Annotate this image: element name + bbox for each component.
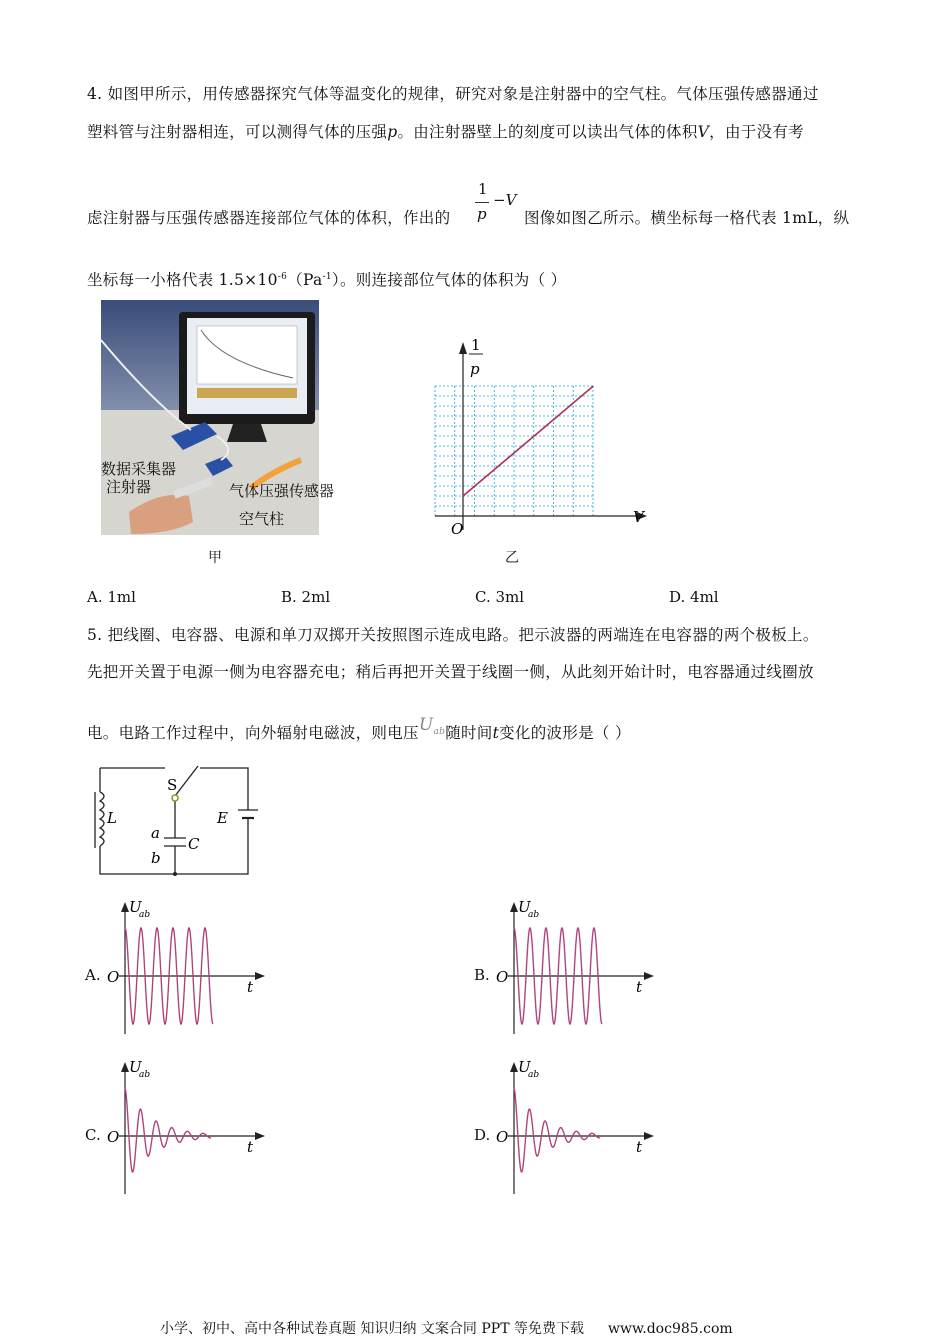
q4-option-c[interactable]: C. 3ml	[475, 588, 525, 606]
origin-label: O	[496, 968, 509, 986]
label-S: S	[167, 776, 178, 794]
q4-line-2: 塑料管与注射器相连，可以测得气体的压强p。由注射器壁上的刻度可以读出气体的体积V，由于没有考	[87, 123, 804, 141]
origin-label: O	[107, 1128, 120, 1146]
u-subscript: ab	[528, 1070, 540, 1080]
y-axis-arrow-icon	[510, 902, 518, 912]
waveform-option-label: B.	[474, 966, 490, 984]
y-axis-arrow-icon	[459, 342, 467, 354]
caption-yi: 乙	[505, 550, 519, 566]
label-b: b	[151, 849, 161, 867]
label-E: E	[217, 809, 228, 827]
y-axis-arrow-icon	[121, 1062, 129, 1072]
label-data-collector: 数据采集器	[101, 460, 177, 478]
label-a: a	[151, 824, 160, 842]
u-subscript: ab	[139, 1070, 151, 1080]
origin-label: O	[107, 968, 120, 986]
waveform-option-b[interactable]	[474, 898, 664, 1038]
q5-line-1: 5. 把线圈、电容器、电源和单刀双掷开关按照图示连成电路。把示波器的两端连在电容器的两个极板上。	[87, 626, 819, 644]
q4-line-3b: 图像如图乙所示。横坐标每一格代表 1mL，纵	[524, 209, 850, 227]
q4-line-1: 4. 如图甲所示，用传感器探究气体等温变化的规律，研究对象是注射器中的空气柱。气体压强传感器通过	[87, 85, 819, 103]
q4-option-a[interactable]: A. 1ml	[87, 588, 136, 606]
u-label: U	[518, 1058, 531, 1076]
series-line	[463, 386, 593, 496]
t-label: t	[636, 1138, 643, 1156]
u-subscript: ab	[528, 910, 540, 920]
lc-circuit-diagram	[85, 762, 275, 884]
u-label: U	[129, 898, 142, 916]
waveform-option-label: D.	[474, 1126, 491, 1144]
q4-fraction-formula: 1 p −V	[477, 180, 517, 223]
t-axis-arrow-icon	[644, 1132, 654, 1140]
waveform-curve	[514, 1088, 600, 1172]
t-axis-arrow-icon	[255, 1132, 265, 1140]
q4-line-3a: 虑注射器与压强传感器连接部位气体的体积，作出的	[87, 209, 451, 227]
q4-line-4: 坐标每一小格代表 $1.5\times 10^{-6}(Pa^{-1})$。则连接部位气体的体积为（ ）	[87, 271, 567, 289]
label-air-column: 空气柱	[239, 510, 285, 528]
q4-option-d[interactable]: D. 4ml	[669, 588, 719, 606]
label-C: C	[188, 835, 200, 853]
x-label: V	[633, 508, 644, 526]
y-axis-arrow-icon	[121, 902, 129, 912]
footer: 小学、初中、高中各种试卷真题 知识归纳 文案合同 PPT 等免费下载 www.doc985.com	[160, 1321, 733, 1337]
q5-line-2: 先把开关置于电源一侧为电容器充电；稍后再把开关置于线圈一侧，从此刻开始计时，电容器通过线圈放	[87, 663, 814, 681]
label-L: L	[107, 809, 117, 827]
switch-blade	[175, 766, 198, 796]
t-axis-arrow-icon	[255, 972, 265, 980]
q5-line-3: 电。电路工作过程中，向外辐射电磁波，则电压$U_{ab}$随时间t变化的波形是（ ）	[87, 715, 631, 742]
u-subscript: ab	[139, 910, 151, 920]
waveform-option-c[interactable]	[85, 1058, 275, 1198]
origin-label: O	[496, 1128, 509, 1146]
origin-label: O	[451, 520, 464, 538]
t-label: t	[247, 1138, 254, 1156]
junction-dot	[173, 872, 177, 876]
y-axis-arrow-icon	[510, 1062, 518, 1072]
switch-pivot	[172, 795, 178, 801]
label-pressure-sensor: 气体压强传感器	[229, 482, 335, 500]
waveform-option-label: A.	[85, 966, 101, 984]
y-label-den: p	[470, 360, 480, 378]
footer-url[interactable]: www.doc985.com	[607, 1321, 733, 1337]
q4-option-b[interactable]: B. 2ml	[281, 588, 331, 606]
label-syringe: 注射器	[106, 478, 152, 496]
t-axis-arrow-icon	[644, 972, 654, 980]
experiment-photo	[101, 300, 335, 535]
y-label-num: 1	[471, 336, 481, 354]
inverse-p-v-graph	[415, 330, 655, 540]
u-label: U	[518, 898, 531, 916]
t-label: t	[636, 978, 643, 996]
inductor-coil-icon	[100, 792, 104, 846]
waveform-option-label: C.	[85, 1126, 101, 1144]
u-label: U	[129, 1058, 142, 1076]
waveform-option-d[interactable]	[474, 1058, 664, 1198]
waveform-curve	[125, 1088, 211, 1172]
waveform-option-a[interactable]	[85, 898, 275, 1038]
caption-jia: 甲	[208, 550, 222, 566]
t-label: t	[247, 978, 254, 996]
